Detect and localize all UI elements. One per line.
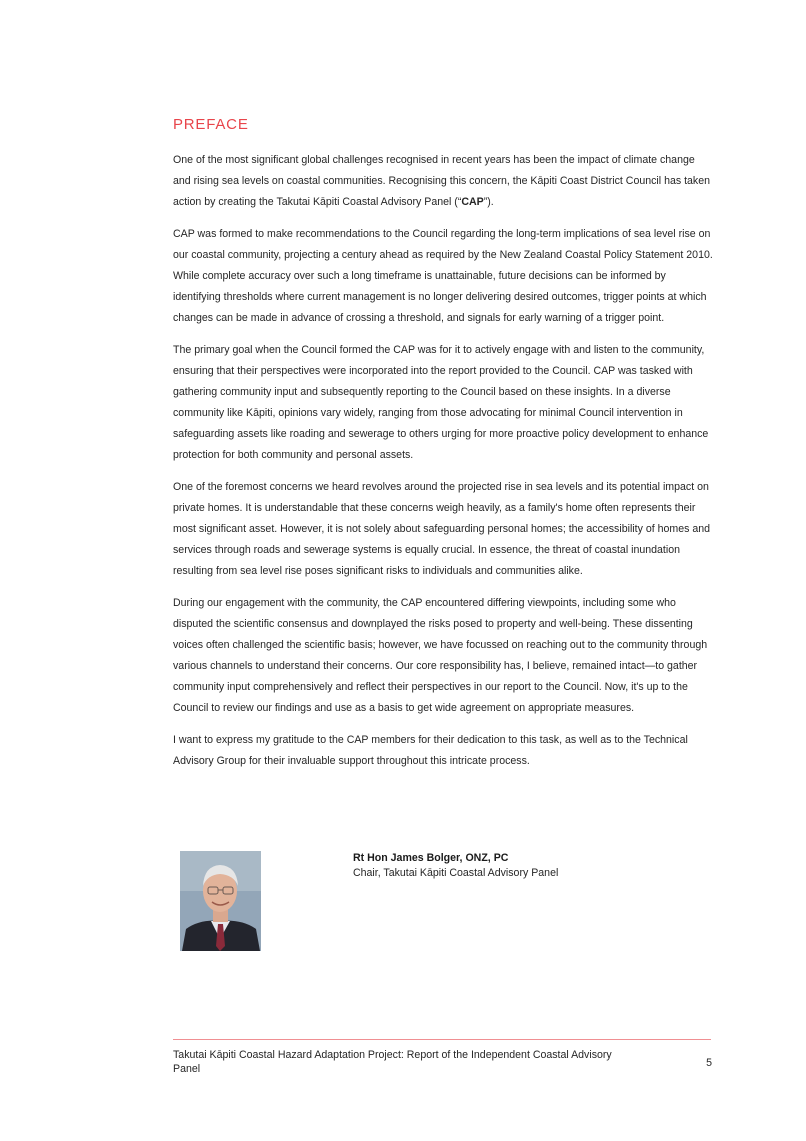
signatory-portrait-photo: [180, 851, 261, 951]
paragraph-1: [173, 150, 713, 213]
paragraph-1-end: ”).: [483, 196, 494, 208]
paragraph-4: One of the foremost concerns we heard revolves around the projected rise in sea levels and its potential impact on private homes. It is understandable that these concerns weigh heavily, as a family's home often represents their most significant asset. However, it is not solely about safeguarding personal homes; the accessibility of homes and services through roads and sewerage systems is equally crucial. In essence, the threat of coastal inundation resulting from sea level rise poses significant risks to individuals and communities alike.: [173, 481, 711, 577]
section-heading: PREFACE: [173, 116, 249, 133]
portrait-illustration: [180, 851, 261, 951]
footer-report-title: Takutai Kāpiti Coastal Hazard Adaptation Project: Report of the Independent Coastal Advisory Panel: [173, 1049, 612, 1075]
paragraph-3: The primary goal when the Council formed the CAP was for it to actively engage with and listen to the community, ensuring that their perspectives were incorporated into the report provided to the Council. CAP was tasked with gathering community input and subsequently reporting to the Council based on these insights. In a diverse community like Kāpiti, opinions vary widely, ranging from those advocating for minimal Council intervention in safeguarding assets like roading and sewerage to others urging for more proactive policy development to enhance protection for both community and personal assets.: [173, 344, 709, 461]
signatory-title: Chair, Takutai Kāpiti Coastal Advisory Panel: [353, 867, 559, 879]
footer-divider: [173, 1039, 711, 1040]
paragraph-6: I want to express my gratitude to the CAP members for their dedication to this task, as well as to the Technical Advisory Group for their invaluable support throughout this intricate process.: [173, 734, 688, 767]
paragraph-2: CAP was formed to make recommendations to the Council regarding the long-term implications of sea level rise on our coastal community, projecting a century ahead as required by the New Zealand Coastal Policy Statement 2010. While complete accuracy over such a long timeframe is unattainable, future decisions can be informed by identifying thresholds where current management is no longer delivering desired outcomes, trigger points at which changes can be made in advance of crossing a threshold, and signals for early warning of a trigger point.: [173, 228, 713, 324]
paragraph-1-text: One of the most significant global challenges recognised in recent years has been the impact of climate change and rising sea levels on coastal communities. Recognising this concern, the Kāpiti Coast District Council has taken action by creating the Takutai Kāpiti Coastal Advisory Panel (“: [173, 154, 711, 208]
preface-body: [173, 150, 713, 783]
signatory-name: Rt Hon James Bolger, ONZ, PC: [353, 852, 509, 864]
cap-acronym: CAP: [461, 196, 484, 208]
paragraph-5: During our engagement with the community, the CAP encountered differing viewpoints, including some who disputed the scientific consensus and downplayed the risks posed to property and well-being. These dissenting voices often challenged the scientific basis; however, we have focussed on reaching out to the community through various channels to understand their concerns. Our core responsibility has, I believe, remained intact—to gather community input comprehensively and reflect their perspectives in our report to the Council. Now, it's up to the Council to review our findings and use as a basis to get wide agreement on appropriate measures.: [173, 597, 708, 714]
page-number: 5: [706, 1057, 712, 1069]
